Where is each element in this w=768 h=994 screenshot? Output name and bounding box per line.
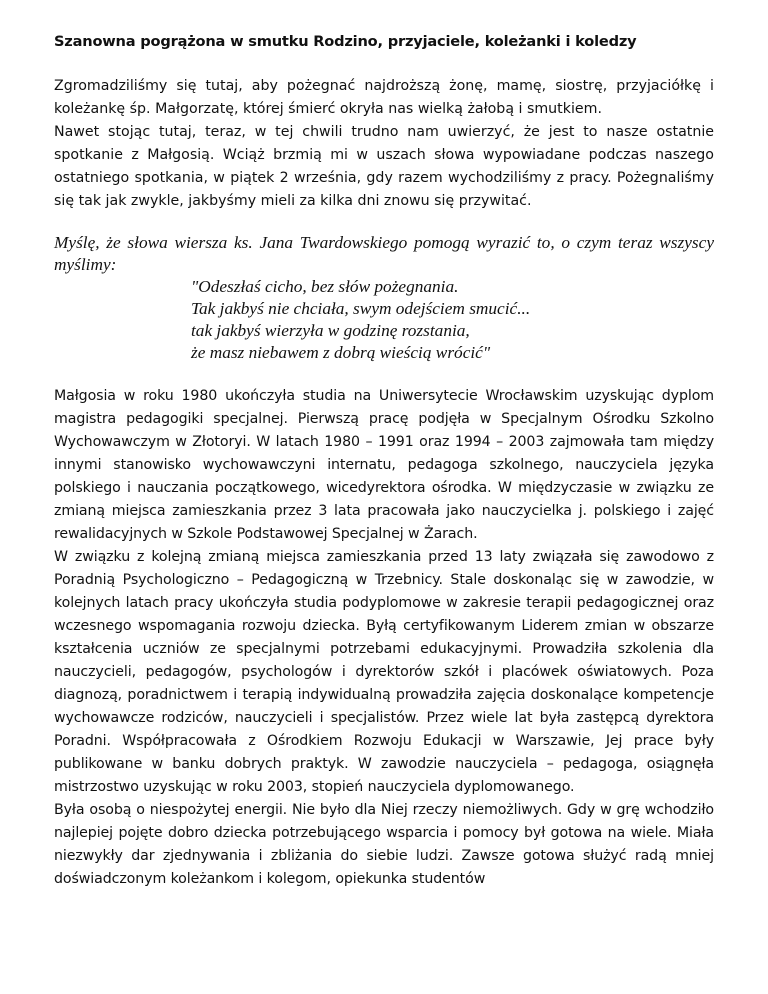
poem-line: że masz niebawem z dobrą wieścią wrócić" (191, 343, 491, 362)
opening-paragraph: Zgromadziliśmy się tutaj, aby pożegnać najdroższą żonę, mamę, siostrę, przyjaciółkę i koleżankę śp. Małgorzatę, której śmierć okryła nas wielką żałobą i smutkiem. (54, 78, 714, 117)
biography-paragraph-career: W związku z kolejną zmianą miejsca zamieszkania przed 13 laty związała się zawodowo z Poradnią Psychologiczno – Pedagogiczną w Trzebnicy. Stale doskonaląc się w zawodzie, w kolejnych latach pracy ukończyła studia podyplomowe w zakresie terapii pedagogicznej oraz wczesnego wspomagania rozwoju dziecka. Byłą certyfikowanym Liderem zmian w obszarze kształcenia uczniów ze specjalnymi potrzebami edukacyjnymi. Prowadziła szkolenia dla nauczycieli, pedagogów, psychologów i dyrektorów szkół i placówek oświatowych. Poza diagnozą, poradnictwem i terapią indywidualną prowadziła zajęcia doskonalące kompetencje wychowawcze rodziców, nauczycieli i specjalistów. Przez wiele lat była zastępcą dyrektora Poradni. Współpracowała z Ośrodkiem Rozwoju Edukacji w Warszawie, Jej prace były publikowane w banku dobrych praktyk. W zawodzie nauczyciela – pedagoga, osiągnęła mistrzostwo uzyskując w roku 2003, stopień nauczyciela dyplomowanego. (54, 549, 714, 795)
document-heading: Szanowna pogrążona w smutku Rodzino, przyjaciele, koleżanki i koledzy (54, 33, 637, 50)
poem-introduction: Myślę, że słowa wiersza ks. Jana Twardowskiego pomogą wyrazić to, o czym teraz wszyscy myślimy: (54, 233, 714, 274)
memory-paragraph: Nawet stojąc tutaj, teraz, w tej chwili trudno nam uwierzyć, że jest to nasze ostatnie spotkanie z Małgosią. Wciąż brzmią mi w uszach słowa wypowiadane podczas naszego ostatniego spotkania, w piątek 2 września, gdy razem wychodziliśmy z pracy. Pożegnaliśmy się tak jak zwykle, jakbyśmy mieli za kilka dni znowu się przywitać. (54, 124, 714, 209)
biography-paragraph-education: Małgosia w roku 1980 ukończyła studia na Uniwersytecie Wrocławskim uzyskując dyplom magistra pedagogiki specjalnej. Pierwszą pracę podjęła w Specjalnym Ośrodku Szkolno Wychowawczym w Złotoryi. W latach 1980 – 1991 oraz 1994 – 2003 zajmowała tam między innymi stanowisko wychowawczyni internatu, pedagoga szkolnego, nauczyciela języka polskiego i nauczania początkowego, wicedyrektora ośrodka. W międzyczasie w związku ze zmianą miejsca zamieszkania przez 3 lata pracowała jako nauczycielka j. polskiego i zajęć rewalidacyjnych w Szkole Podstawowej Specjalnej w Żarach. (54, 388, 714, 542)
poem-line: "Odeszłaś cicho, bez słów pożegnania. (191, 277, 459, 296)
biography-paragraph-character: Była osobą o niespożytej energii. Nie było dla Niej rzeczy niemożliwych. Gdy w grę wchodziło najlepiej pojęte dobro dziecka potrzebującego wsparcia i pomocy był gotowa na wiele. Miała niezwykły dar zjednywania i zbliżania do siebie ludzi. Zawsze gotowa służyć radą mniej doświadczonym koleżankom i kolegom, opiekunka studentów (54, 802, 714, 887)
poem-line: Tak jakbyś nie chciała, swym odejściem smucić... (191, 299, 531, 318)
poem-quote (191, 276, 714, 364)
biography-section (54, 385, 714, 891)
opening-section (54, 75, 714, 213)
poem-line: tak jakbyś wierzyła w godzinę rozstania, (191, 321, 470, 340)
